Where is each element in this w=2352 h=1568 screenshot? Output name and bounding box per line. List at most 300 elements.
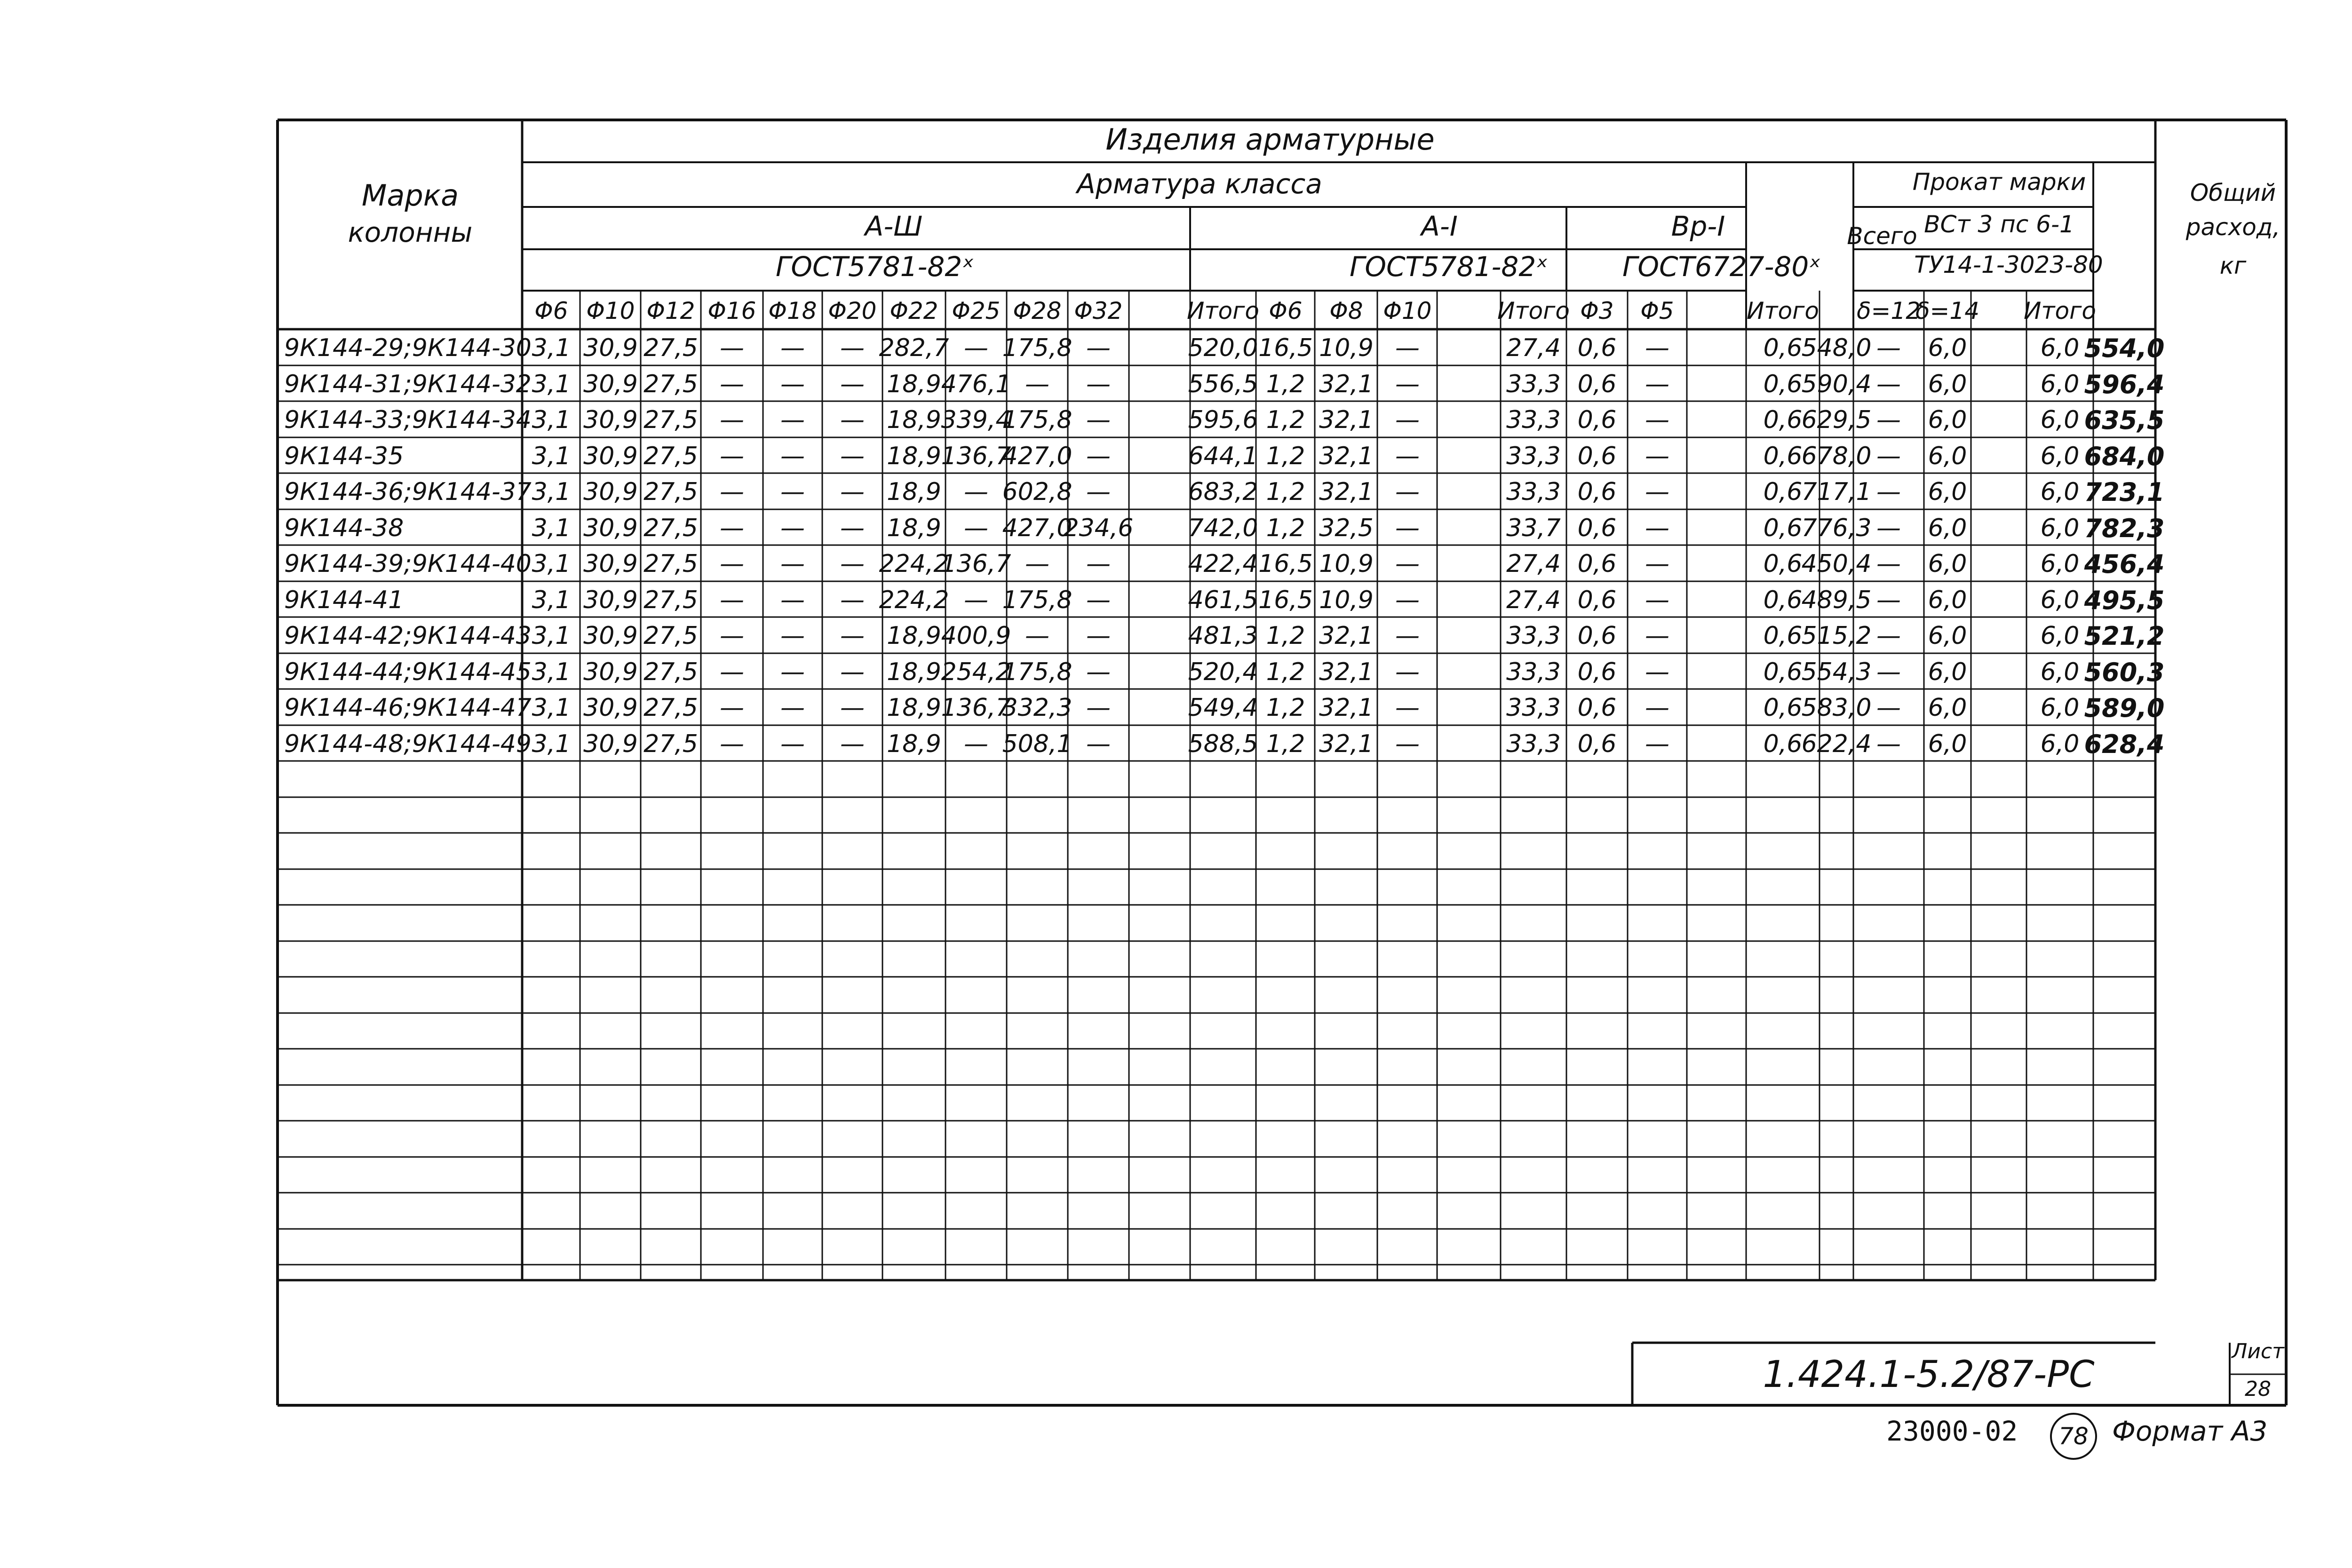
- table-cell: —: [1645, 622, 1669, 650]
- table-cell: 481,3: [1188, 622, 1258, 650]
- table-cell: 0,6: [1577, 658, 1617, 686]
- row-mark: 9К144-29;9К144-30: [284, 334, 532, 362]
- header-total-all: Всего: [1847, 222, 1917, 250]
- table-cell: —: [1645, 442, 1669, 470]
- table-cell: 282,7: [879, 334, 949, 362]
- row-general-total: 521,2: [2084, 621, 2165, 651]
- table-cell: —: [1395, 658, 1420, 686]
- table-cell: —: [840, 586, 865, 614]
- table-cell: 27,5: [644, 622, 698, 650]
- table-cell: —: [1645, 730, 1669, 758]
- table-cell: —: [1645, 334, 1669, 362]
- table-cell: —: [1645, 694, 1669, 722]
- table-cell: —: [840, 406, 865, 434]
- table-cell: 136,7: [941, 550, 1011, 578]
- table-cell: 136,7: [941, 694, 1011, 722]
- column-header: Φ20: [828, 297, 877, 325]
- column-header: Φ28: [1013, 297, 1062, 325]
- table-cell: 27,4: [1506, 586, 1561, 614]
- row-general-total: 456,4: [2084, 549, 2165, 579]
- table-cell: 27,5: [644, 370, 698, 398]
- table-cell: 30,9: [583, 370, 638, 398]
- table-cell: —: [1645, 478, 1669, 506]
- table-cell: 6,0: [1928, 370, 1967, 398]
- table-cell: —: [720, 622, 744, 650]
- table-cell: —: [1876, 586, 1901, 614]
- table-cell: 33,3: [1506, 658, 1561, 686]
- table-cell: 520,0: [1188, 334, 1258, 362]
- table-cell: 427,0: [1002, 442, 1073, 470]
- table-cell: 6,0: [1928, 550, 1967, 578]
- table-cell: —: [1395, 550, 1420, 578]
- table-cell: —: [1876, 514, 1901, 542]
- table-cell: 33,3: [1506, 478, 1561, 506]
- table-cell: —: [1876, 622, 1901, 650]
- table-cell: —: [1876, 370, 1901, 398]
- table-cell: 6,0: [2040, 586, 2080, 614]
- table-cell: —: [1395, 586, 1420, 614]
- table-cell: —: [780, 442, 805, 470]
- table-cell: —: [1395, 694, 1420, 722]
- table-cell: 224,2: [879, 550, 949, 578]
- table-cell: 27,4: [1506, 334, 1561, 362]
- table-cell: 629,5: [1801, 406, 1872, 434]
- table-cell: —: [964, 478, 988, 506]
- table-cell: 1,2: [1266, 514, 1305, 542]
- table-cell: 27,5: [644, 514, 698, 542]
- table-cell: 30,9: [583, 658, 638, 686]
- table-cell: 32,5: [1319, 514, 1374, 542]
- table-cell: —: [1645, 658, 1669, 686]
- table-cell: —: [1025, 622, 1049, 650]
- table-cell: —: [840, 694, 865, 722]
- table-cell: —: [780, 370, 805, 398]
- table-cell: —: [780, 730, 805, 758]
- table-cell: —: [1086, 370, 1111, 398]
- table-cell: 0,6: [1763, 370, 1803, 398]
- table-cell: —: [720, 658, 744, 686]
- table-cell: 30,9: [583, 730, 638, 758]
- row-general-total: 589,0: [2084, 693, 2165, 723]
- table-cell: —: [720, 370, 744, 398]
- table-cell: 554,3: [1801, 658, 1872, 686]
- table-cell: 6,0: [1928, 586, 1967, 614]
- table-cell: —: [1876, 550, 1901, 578]
- table-cell: 0,6: [1763, 334, 1803, 362]
- table-cell: —: [780, 622, 805, 650]
- row-general-total: 684,0: [2084, 442, 2165, 471]
- table-cell: —: [1876, 694, 1901, 722]
- footer-code: 23000-02: [1886, 1415, 2018, 1447]
- table-cell: 339,4: [941, 406, 1011, 434]
- table-cell: 6,0: [1928, 334, 1967, 362]
- row-mark: 9К144-41: [284, 586, 404, 614]
- table-cell: 6,0: [1928, 622, 1967, 650]
- table-cell: —: [1645, 550, 1669, 578]
- table-cell: 3,1: [532, 694, 571, 722]
- table-cell: 0,6: [1763, 442, 1803, 470]
- table-cell: 33,3: [1506, 406, 1561, 434]
- table-cell: 6,0: [2040, 730, 2080, 758]
- table-cell: 33,3: [1506, 622, 1561, 650]
- table-cell: —: [1395, 478, 1420, 506]
- table-cell: 18,9: [887, 622, 941, 650]
- table-cell: 1,2: [1266, 622, 1305, 650]
- table-cell: 30,9: [583, 514, 638, 542]
- table-cell: 10,9: [1319, 334, 1374, 362]
- table-cell: 33,3: [1506, 442, 1561, 470]
- table-cell: —: [720, 586, 744, 614]
- table-cell: —: [1645, 406, 1669, 434]
- row-general-total: 628,4: [2084, 729, 2165, 759]
- table-cell: 588,5: [1188, 730, 1258, 758]
- table-cell: —: [840, 370, 865, 398]
- table-cell: 3,1: [532, 586, 571, 614]
- table-cell: —: [1086, 586, 1111, 614]
- table-cell: —: [1645, 370, 1669, 398]
- column-header: Φ22: [890, 297, 938, 325]
- table-cell: 18,9: [887, 658, 941, 686]
- table-cell: —: [1876, 730, 1901, 758]
- table-cell: —: [964, 514, 988, 542]
- table-cell: 27,4: [1506, 550, 1561, 578]
- table-cell: 33,7: [1506, 514, 1561, 542]
- row-mark: 9К144-48;9К144-49: [284, 730, 532, 758]
- row-mark: 9К144-35: [284, 442, 404, 470]
- table-cell: 32,1: [1319, 730, 1374, 758]
- table-cell: 30,9: [583, 550, 638, 578]
- row-general-total: 782,3: [2084, 514, 2165, 543]
- footer-format: Формат А3: [2112, 1415, 2268, 1447]
- table-cell: —: [1395, 730, 1420, 758]
- row-mark: 9К144-44;9К144-45: [284, 658, 532, 686]
- header-class-a1: А-I: [1421, 210, 1458, 242]
- table-cell: 0,6: [1763, 478, 1803, 506]
- table-cell: 3,1: [532, 658, 571, 686]
- table-cell: 175,8: [1002, 406, 1073, 434]
- table-cell: 6,0: [1928, 658, 1967, 686]
- table-cell: —: [720, 514, 744, 542]
- table-cell: 3,1: [532, 514, 571, 542]
- header-general-3: кг: [2219, 252, 2247, 279]
- table-cell: 3,1: [532, 442, 571, 470]
- row-mark: 9К144-38: [284, 514, 404, 542]
- table-cell: 427,0: [1002, 514, 1073, 542]
- table-cell: —: [840, 550, 865, 578]
- table-cell: 0,6: [1763, 694, 1803, 722]
- header-products: Изделия арматурные: [1105, 122, 1435, 157]
- table-cell: 3,1: [532, 550, 571, 578]
- table-cell: —: [1395, 442, 1420, 470]
- table-cell: 6,0: [2040, 658, 2080, 686]
- table-cell: 18,9: [887, 406, 941, 434]
- table-cell: 3,1: [532, 334, 571, 362]
- header-rebar-class: Арматура класса: [1077, 168, 1322, 200]
- table-cell: 10,9: [1319, 550, 1374, 578]
- stamp-doc-number: 1.424.1-5.2/87-РС: [1763, 1354, 2095, 1396]
- table-cell: 6,0: [2040, 622, 2080, 650]
- table-cell: —: [840, 442, 865, 470]
- table-cell: 234,6: [1063, 514, 1134, 542]
- table-cell: 27,5: [644, 658, 698, 686]
- table-cell: 1,2: [1266, 730, 1305, 758]
- table-cell: 1,2: [1266, 658, 1305, 686]
- table-cell: 175,8: [1002, 586, 1073, 614]
- table-cell: —: [1645, 586, 1669, 614]
- table-cell: —: [1086, 622, 1111, 650]
- table-cell: 32,1: [1319, 694, 1374, 722]
- table-cell: 1,2: [1266, 478, 1305, 506]
- table-cell: 3,1: [532, 478, 571, 506]
- table-cell: 0,6: [1577, 550, 1617, 578]
- table-cell: 717,1: [1801, 478, 1872, 506]
- table-cell: 3,1: [532, 370, 571, 398]
- table-cell: —: [840, 514, 865, 542]
- table-cell: 0,6: [1763, 730, 1803, 758]
- table-cell: —: [1086, 730, 1111, 758]
- table-cell: 6,0: [1928, 730, 1967, 758]
- table-cell: 18,9: [887, 514, 941, 542]
- table-cell: 6,0: [2040, 478, 2080, 506]
- table-cell: 6,0: [1928, 478, 1967, 506]
- header-general-1: Общий: [2190, 179, 2276, 206]
- table-cell: 0,6: [1577, 442, 1617, 470]
- column-header: Итого: [1747, 297, 1819, 325]
- row-general-total: 596,4: [2084, 370, 2165, 399]
- table-cell: 3,1: [532, 730, 571, 758]
- header-class-vr1: Вр-I: [1671, 210, 1725, 242]
- header-mark-1: Марка: [361, 178, 459, 213]
- table-cell: —: [780, 334, 805, 362]
- table-cell: 0,6: [1763, 586, 1803, 614]
- table-cell: 602,8: [1002, 478, 1073, 506]
- table-cell: 0,6: [1577, 694, 1617, 722]
- table-cell: 0,6: [1577, 370, 1617, 398]
- header-rolled-1: Прокат марки: [1912, 168, 2086, 196]
- table-cell: 595,6: [1188, 406, 1258, 434]
- table-cell: 6,0: [1928, 442, 1967, 470]
- table-cell: —: [780, 586, 805, 614]
- column-header: Φ10: [1383, 297, 1432, 325]
- table-cell: —: [840, 478, 865, 506]
- table-cell: 30,9: [583, 442, 638, 470]
- table-cell: —: [1025, 370, 1049, 398]
- table-cell: 776,3: [1801, 514, 1872, 542]
- table-cell: —: [1086, 334, 1111, 362]
- table-cell: —: [780, 658, 805, 686]
- table-cell: 622,4: [1801, 730, 1872, 758]
- table-cell: 6,0: [1928, 514, 1967, 542]
- table-cell: 32,1: [1319, 406, 1374, 434]
- table-cell: 32,1: [1319, 370, 1374, 398]
- table-cell: —: [720, 694, 744, 722]
- table-cell: —: [720, 334, 744, 362]
- table-cell: —: [1876, 478, 1901, 506]
- header-gost-vr1: ГОСТ6727-80ˣ: [1622, 251, 1821, 283]
- table-cell: —: [780, 694, 805, 722]
- row-mark: 9К144-39;9К144-40: [284, 550, 532, 578]
- table-cell: —: [840, 334, 865, 362]
- table-cell: 6,0: [2040, 442, 2080, 470]
- row-mark: 9К144-33;9К144-34: [284, 406, 532, 434]
- row-general-total: 635,5: [2084, 405, 2165, 435]
- column-header: Φ6: [1269, 297, 1303, 325]
- table-cell: 583,0: [1801, 694, 1872, 722]
- table-cell: 549,4: [1188, 694, 1258, 722]
- column-header: Φ8: [1329, 297, 1363, 325]
- table-cell: —: [1086, 658, 1111, 686]
- row-general-total: 560,3: [2084, 657, 2165, 687]
- table-cell: 30,9: [583, 406, 638, 434]
- table-cell: 18,9: [887, 478, 941, 506]
- table-cell: 32,1: [1319, 478, 1374, 506]
- table-cell: 0,6: [1763, 658, 1803, 686]
- table-cell: —: [720, 730, 744, 758]
- table-cell: 0,6: [1763, 550, 1803, 578]
- table-cell: 10,9: [1319, 586, 1374, 614]
- header-class-a3: А-Ш: [865, 210, 923, 242]
- table-cell: —: [1395, 370, 1420, 398]
- table-cell: 6,0: [1928, 406, 1967, 434]
- table-cell: —: [964, 586, 988, 614]
- table-cell: 0,6: [1763, 514, 1803, 542]
- table-cell: 33,3: [1506, 370, 1561, 398]
- table-cell: —: [840, 622, 865, 650]
- stamp-sheet-number: 28: [2245, 1377, 2271, 1401]
- table-cell: —: [720, 550, 744, 578]
- table-cell: 515,2: [1801, 622, 1872, 650]
- table-cell: 27,5: [644, 478, 698, 506]
- table-cell: —: [1086, 550, 1111, 578]
- table-cell: —: [780, 550, 805, 578]
- table-cell: —: [720, 406, 744, 434]
- column-header: Φ16: [707, 297, 756, 325]
- table-cell: 3,1: [532, 622, 571, 650]
- row-mark: 9К144-31;9К144-32: [284, 370, 532, 398]
- table-cell: —: [1645, 514, 1669, 542]
- table-cell: —: [1086, 478, 1111, 506]
- table-cell: 18,9: [887, 730, 941, 758]
- column-header: Φ10: [586, 297, 635, 325]
- table-cell: 32,1: [1319, 622, 1374, 650]
- table-cell: 3,1: [532, 406, 571, 434]
- table-cell: 644,1: [1188, 442, 1258, 470]
- table-cell: —: [1876, 334, 1901, 362]
- table-cell: 175,8: [1002, 658, 1073, 686]
- table-cell: 18,9: [887, 694, 941, 722]
- table-cell: 742,0: [1188, 514, 1258, 542]
- table-cell: 27,5: [644, 406, 698, 434]
- table-cell: 520,4: [1188, 658, 1258, 686]
- table-cell: —: [1086, 442, 1111, 470]
- row-general-total: 495,5: [2084, 586, 2165, 615]
- row-mark: 9К144-42;9К144-43: [284, 622, 532, 650]
- table-cell: 1,2: [1266, 442, 1305, 470]
- header-rolled-2: ВСт 3 пс 6-1: [1924, 211, 2074, 238]
- table-cell: 16,5: [1258, 334, 1313, 362]
- table-cell: 476,1: [941, 370, 1011, 398]
- header-mark-2: колонны: [348, 216, 473, 248]
- table-cell: 332,3: [1002, 694, 1073, 722]
- table-cell: —: [964, 334, 988, 362]
- table-cell: 683,2: [1188, 478, 1258, 506]
- footer-circle-number: 78: [2050, 1413, 2097, 1460]
- column-header: Итого: [1187, 297, 1259, 325]
- table-cell: 1,2: [1266, 406, 1305, 434]
- table-cell: 489,5: [1801, 586, 1872, 614]
- table-cell: 6,0: [2040, 694, 2080, 722]
- table-cell: —: [1395, 406, 1420, 434]
- table-cell: 422,4: [1188, 550, 1258, 578]
- table-cell: 16,5: [1258, 550, 1313, 578]
- table-cell: —: [720, 442, 744, 470]
- table-cell: 33,3: [1506, 730, 1561, 758]
- table-cell: —: [780, 478, 805, 506]
- column-header: δ=12: [1856, 297, 1921, 325]
- column-header: δ=14: [1915, 297, 1980, 325]
- column-header: Φ5: [1640, 297, 1674, 325]
- table-cell: —: [780, 514, 805, 542]
- table-cell: 1,2: [1266, 370, 1305, 398]
- table-cell: 27,5: [644, 334, 698, 362]
- table-cell: 6,0: [2040, 370, 2080, 398]
- row-mark: 9К144-36;9К144-37: [284, 478, 532, 506]
- table-cell: 1,2: [1266, 694, 1305, 722]
- header-gost-a1: ГОСТ5781-82ˣ: [1350, 251, 1548, 283]
- stamp-sheet-label: Лист: [2232, 1339, 2284, 1363]
- table-cell: —: [1395, 334, 1420, 362]
- table-cell: 6,0: [2040, 514, 2080, 542]
- table-cell: —: [720, 478, 744, 506]
- table-cell: 27,5: [644, 442, 698, 470]
- column-header: Итого: [1497, 297, 1570, 325]
- table-cell: 30,9: [583, 478, 638, 506]
- table-cell: 0,6: [1577, 622, 1617, 650]
- table-cell: 32,1: [1319, 442, 1374, 470]
- table-cell: —: [780, 406, 805, 434]
- table-cell: 0,6: [1577, 406, 1617, 434]
- table-cell: 548,0: [1801, 334, 1872, 362]
- table-cell: 32,1: [1319, 658, 1374, 686]
- table-cell: 508,1: [1002, 730, 1073, 758]
- table-cell: —: [840, 658, 865, 686]
- column-header: Φ3: [1580, 297, 1614, 325]
- table-cell: 0,6: [1577, 730, 1617, 758]
- table-cell: —: [1395, 514, 1420, 542]
- header-general-2: расход,: [2185, 214, 2280, 241]
- table-cell: 6,0: [2040, 550, 2080, 578]
- table-cell: 590,4: [1801, 370, 1872, 398]
- table-cell: —: [1086, 694, 1111, 722]
- column-header: Φ12: [646, 297, 695, 325]
- table-cell: 6,0: [2040, 334, 2080, 362]
- table-cell: —: [840, 730, 865, 758]
- table-cell: 461,5: [1188, 586, 1258, 614]
- table-cell: 18,9: [887, 370, 941, 398]
- table-cell: —: [1086, 406, 1111, 434]
- table-cell: 678,0: [1801, 442, 1872, 470]
- header-rolled-3: ТУ14-1-3023-80: [1914, 251, 2103, 278]
- column-header: Итого: [2024, 297, 2096, 325]
- column-header: Φ18: [768, 297, 817, 325]
- table-cell: 556,5: [1188, 370, 1258, 398]
- table-cell: 27,5: [644, 586, 698, 614]
- table-cell: 136,7: [941, 442, 1011, 470]
- table-cell: 30,9: [583, 586, 638, 614]
- table-cell: 0,6: [1577, 334, 1617, 362]
- table-cell: 27,5: [644, 730, 698, 758]
- table-cell: 175,8: [1002, 334, 1073, 362]
